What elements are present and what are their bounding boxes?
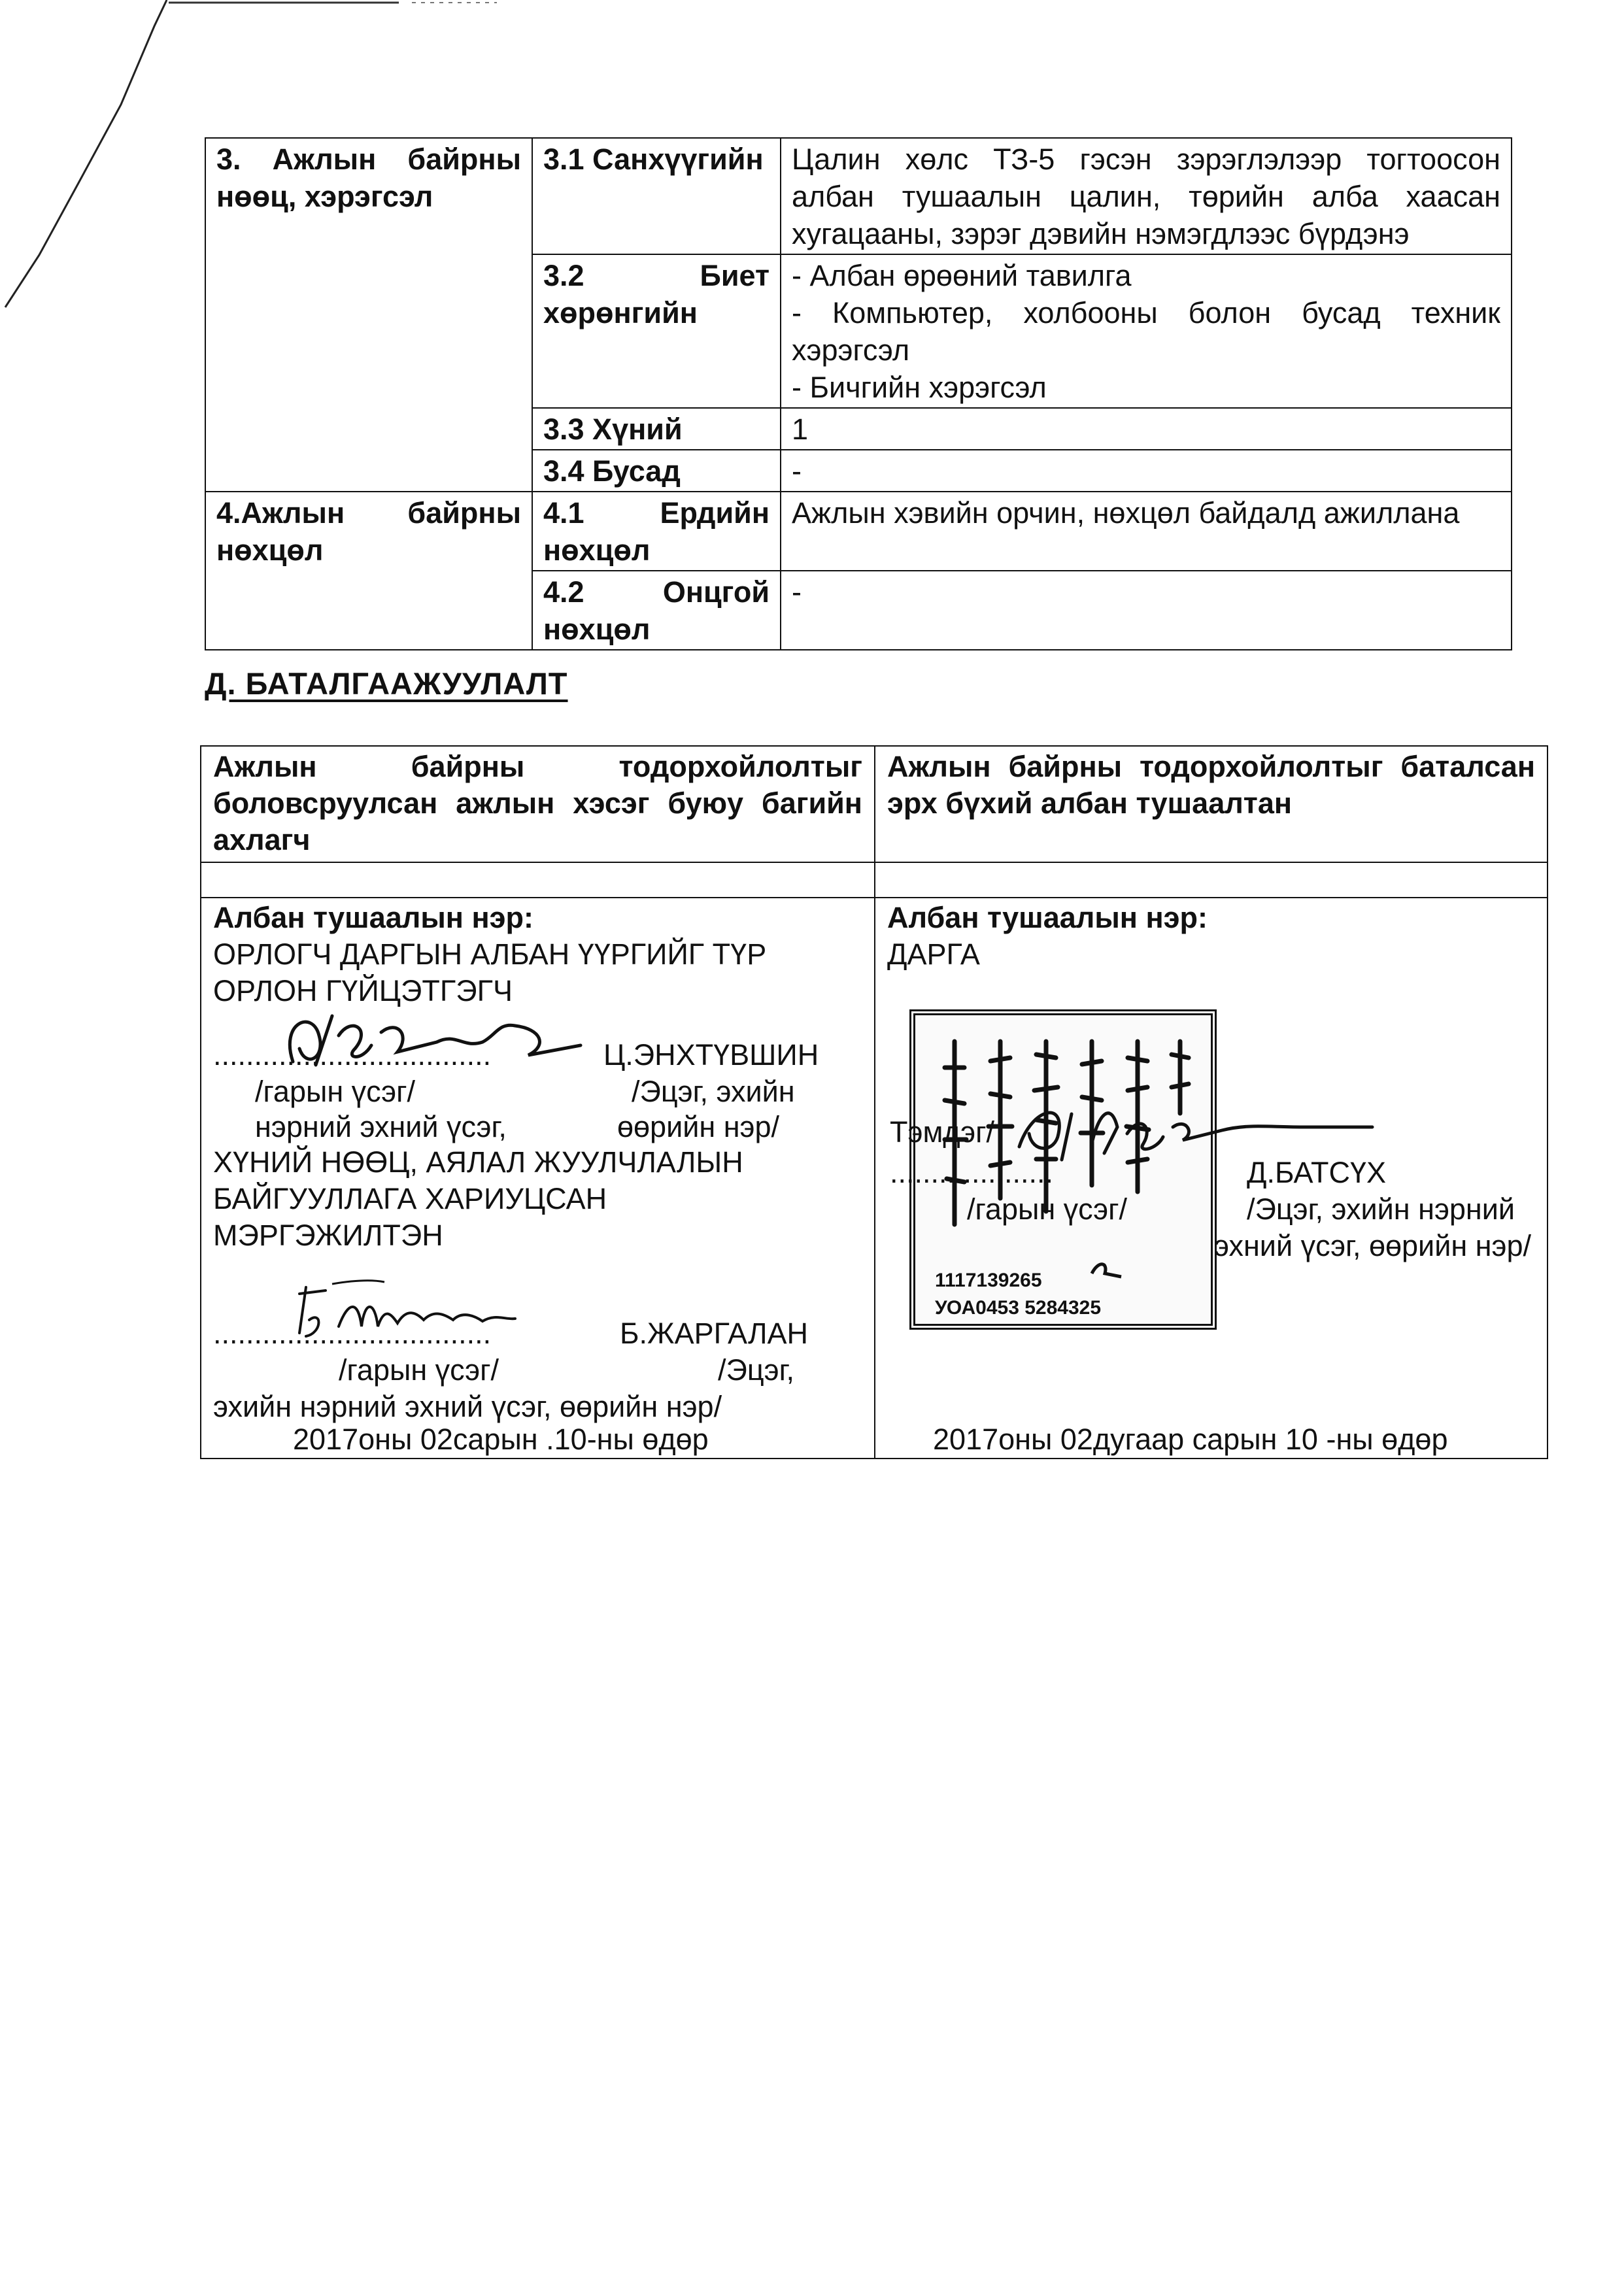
- table-row: [201, 746, 1548, 862]
- table-row: [205, 492, 1512, 571]
- position-line: БАЙГУУЛЛАГА ХАРИУЦСАН: [213, 1182, 607, 1215]
- empty-cell: [875, 862, 1548, 898]
- verification-table: [200, 745, 1548, 1459]
- table-row: [201, 862, 1548, 898]
- signature-2-image: [286, 1274, 535, 1346]
- stamp-code: УОА0453 5284325: [935, 1297, 1102, 1319]
- signer-name: Ц.ЭНХТҮВШИН: [603, 1038, 819, 1071]
- value-cell: 1: [781, 408, 1512, 450]
- item-cell: 4.2 Онцгой нөхцөл: [532, 571, 781, 650]
- value-line: - Компьютер, холбооны болон бусад техник хэрэгсэл: [792, 296, 1500, 367]
- value-cell: [781, 254, 1512, 408]
- dots: ....................: [890, 1156, 1054, 1189]
- value-cell: Цалин хөлс ТЗ-5 гэсэн зэрэглэлээр тогтоосон албан тушаалын цалин, төрийн алба хаасан хугацааны, зэрэг дэвийн нэмэгдлээс бүрдэнэ: [781, 138, 1512, 254]
- stamp-mark-image: [1085, 1254, 1131, 1287]
- signature-caption: /гарын үсэг/: [255, 1075, 416, 1108]
- position-name: ДАРГА: [887, 937, 980, 971]
- section-heading: Д. БАТАЛГААЖУУЛАЛТ: [205, 666, 568, 701]
- table-row: [205, 138, 1512, 254]
- position-line: ОРЛОГЧ ДАРГЫН АЛБАН ҮҮРГИЙГ ТҮР: [213, 937, 767, 971]
- signature-caption: /гарын үсэг/: [339, 1353, 499, 1387]
- empty-cell: [201, 862, 875, 898]
- category-cell: 4.Ажлын байрны нөхцөл: [205, 492, 532, 650]
- signer-name: Б.ЖАРГАЛАН: [620, 1317, 809, 1350]
- value-cell: Ажлын хэвийн орчин, нөхцөл байдалд ажиллана: [781, 492, 1512, 571]
- value-cell: -: [781, 450, 1512, 492]
- name-caption: /Эцэг,: [718, 1353, 795, 1387]
- date-text: 2017оны 02дугаар сарын 10 -ны өдөр: [933, 1423, 1448, 1456]
- position-line: ОРЛОН ГҮЙЦЭТГЭГЧ: [213, 974, 513, 1007]
- item-cell: 3.2 Биет хөрөнгийн: [532, 254, 781, 408]
- name-caption: эхний үсэг, өөрийн нэр/: [1214, 1229, 1532, 1262]
- position-line: ХҮНИЙ НӨӨЦ, АЯЛАЛ ЖУУЛЧЛАЛЫН: [213, 1145, 743, 1179]
- dots: ..................................: [213, 1038, 492, 1071]
- value-cell: -: [781, 571, 1512, 650]
- item-cell: 3.4 Бусад: [532, 450, 781, 492]
- left-signature-cell: [201, 898, 875, 1459]
- right-header: Ажлын байрны тодорхойлолтыг баталсан эрх бүхий албан тушаалтан: [875, 746, 1548, 862]
- name-caption: /Эцэг, эхийн: [632, 1075, 795, 1108]
- name-caption: эхийн нэрний эхний үсэг, өөрийн нэр/: [213, 1390, 722, 1423]
- value-line: - Бичгийн хэрэгсэл: [792, 371, 1047, 404]
- left-header: Ажлын байрны тодорхойлолтыг боловсруулсан ажлын хэсэг буюу багийн ахлагч: [201, 746, 875, 862]
- item-cell: 4.1 Ердийн нөхцөл: [532, 492, 781, 571]
- item-cell: 3.1 Санхүүгийн: [532, 138, 781, 254]
- name-caption: нэрний эхний үсэг,: [255, 1110, 507, 1143]
- position-line: МЭРГЭЖИЛТЭН: [213, 1219, 443, 1252]
- category-cell: 3. Ажлын байрны нөөц, хэрэгсэл: [205, 138, 532, 492]
- signature-caption: /гарын үсэг/: [967, 1192, 1128, 1226]
- name-caption: /Эцэг, эхийн нэрний: [1247, 1192, 1515, 1226]
- right-signature-cell: [875, 898, 1548, 1459]
- dots: ..................................: [213, 1317, 492, 1350]
- stamp-code: 1117139265: [935, 1270, 1042, 1291]
- table-row: [201, 898, 1548, 1459]
- stamp-label: Тэмдэг/: [890, 1115, 995, 1149]
- name-caption: өөрийн нэр/: [617, 1110, 780, 1143]
- signature-1-image: [241, 996, 607, 1075]
- item-cell: 3.3 Хүний: [532, 408, 781, 450]
- signer-name: Д.БАТСҮХ: [1247, 1156, 1387, 1189]
- position-label: Албан тушаалын нэр:: [213, 901, 533, 934]
- value-line: - Албан өрөөний тавилга: [792, 259, 1132, 292]
- resources-conditions-table: [205, 137, 1512, 650]
- position-label: Албан тушаалын нэр:: [887, 901, 1208, 934]
- date-text: 2017оны 02сарын .10-ны өдөр: [293, 1423, 709, 1456]
